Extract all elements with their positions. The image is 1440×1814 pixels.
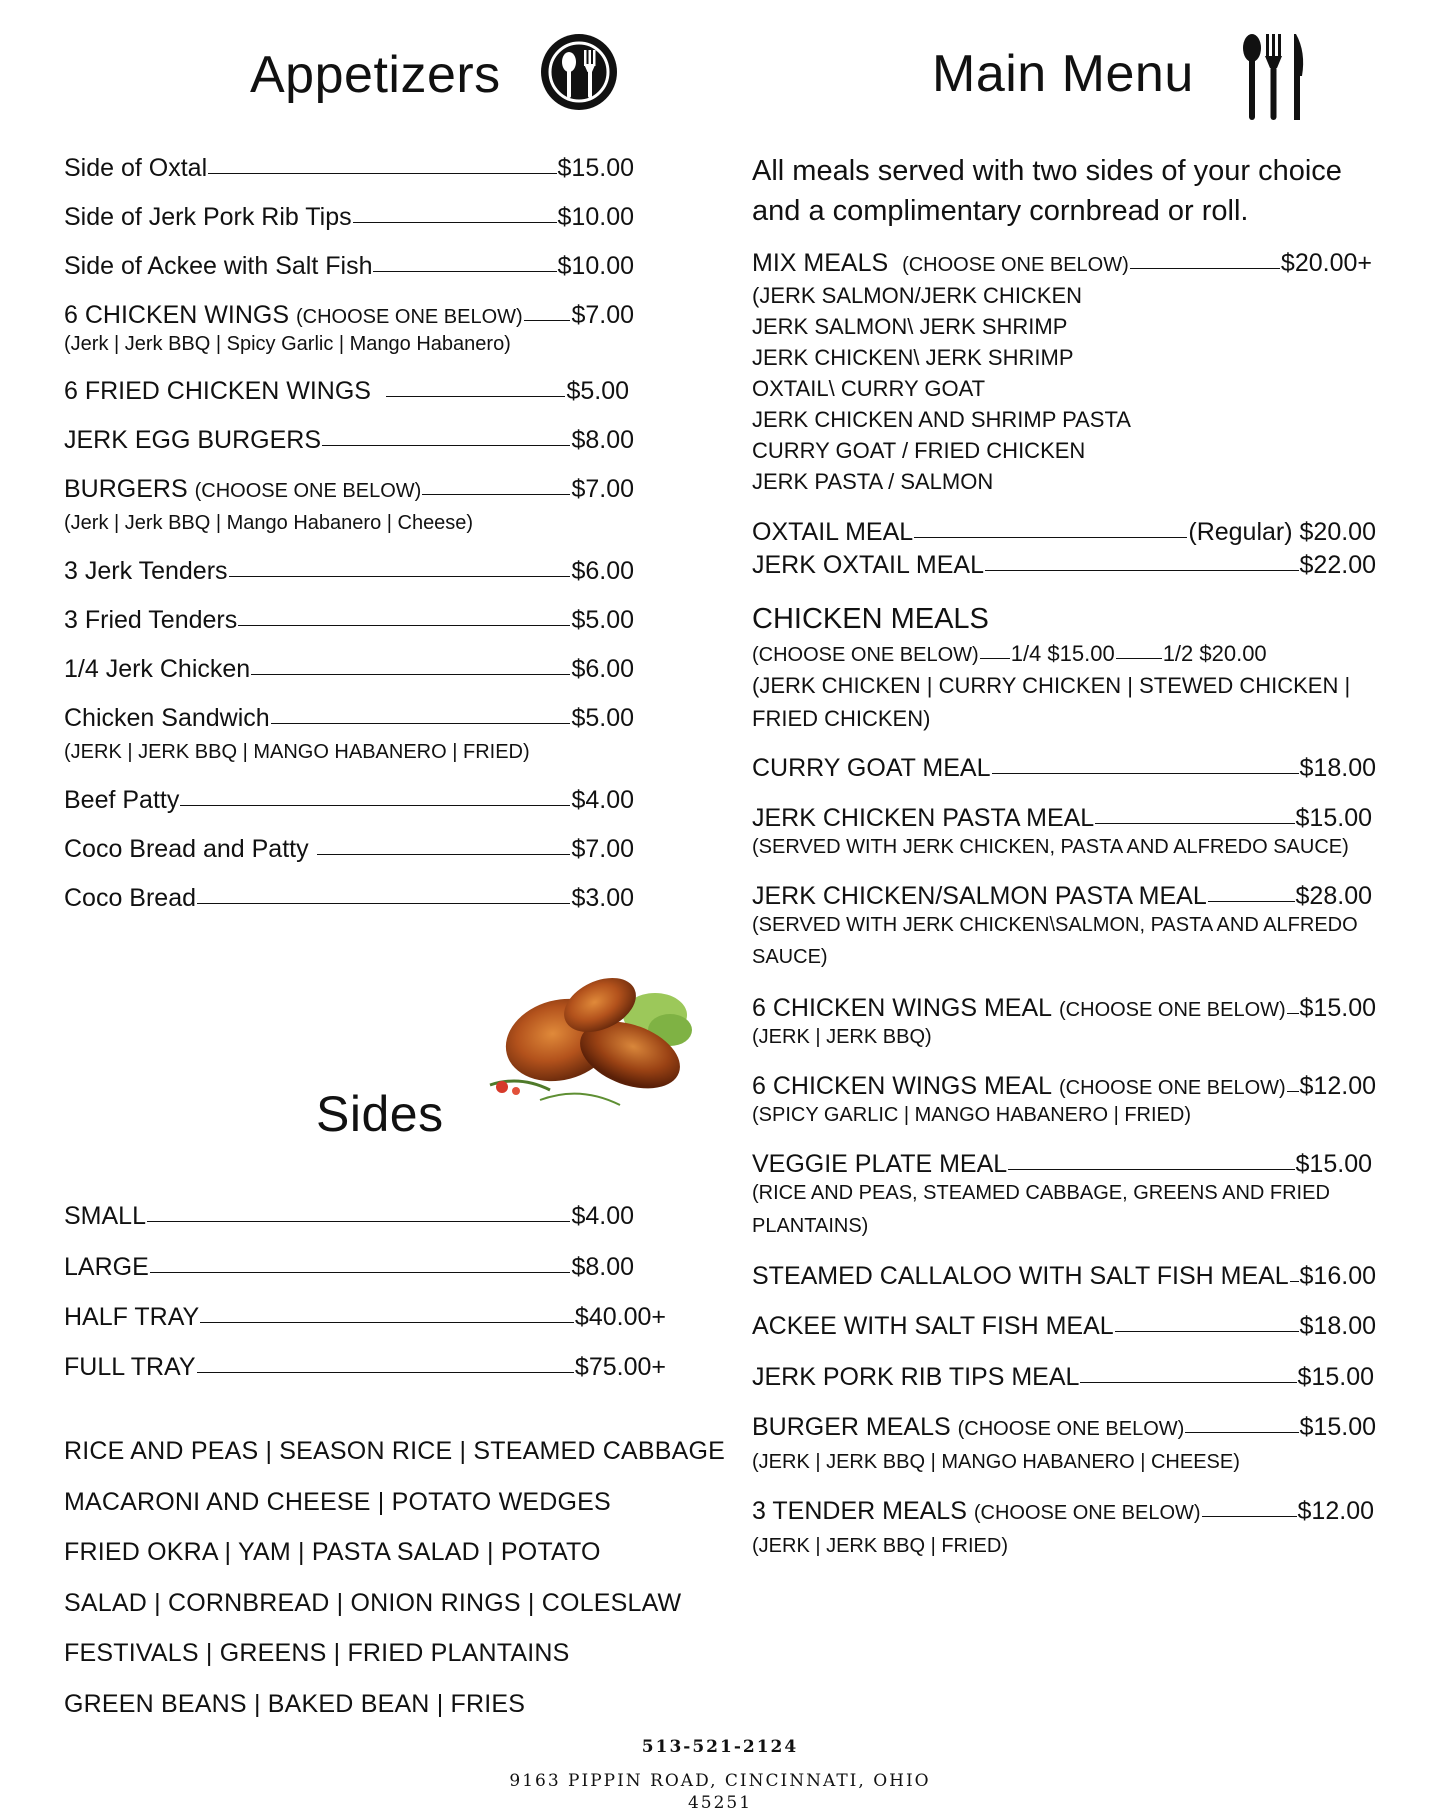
- item-name: Chicken Sandwich: [64, 704, 270, 732]
- leader-line: [1008, 1169, 1294, 1170]
- item-note: (JERK | JERK BBQ | MANGO HABANERO | CHEESE): [752, 1451, 1240, 1473]
- menu-row: [64, 154, 634, 183]
- menu-row: [64, 1253, 634, 1282]
- menu-row: [64, 606, 634, 635]
- sides-choice-line: FRIED OKRA | YAM | PASTA SALAD | POTATO: [64, 1538, 601, 1566]
- sides-choice-line: RICE AND PEAS | SEASON RICE | STEAMED CABBAGE: [64, 1437, 726, 1465]
- item-price: (Regular) $20.00: [1188, 518, 1376, 546]
- leader-line: [980, 658, 1010, 659]
- item-note: (Jerk | Jerk BBQ | Mango Habanero | Cheese): [64, 512, 474, 534]
- leader-line: [1202, 1516, 1297, 1517]
- item-name: Side of Ackee with Salt Fish: [64, 252, 373, 280]
- meals-intro-line: All meals served with two sides of your choice: [752, 155, 1342, 187]
- mix-option: CURRY GOAT / FRIED CHICKEN: [752, 438, 1086, 463]
- item-sub: (CHOOSE ONE BELOW): [1059, 1077, 1286, 1099]
- item-name: HALF TRAY: [64, 1303, 200, 1331]
- item-price: $28.00: [1295, 882, 1372, 910]
- menu-row: [752, 994, 1376, 1023]
- item-name: Coco Bread: [64, 884, 197, 912]
- item-name: MIX MEALS: [752, 249, 889, 277]
- menu-row: [752, 1497, 1374, 1526]
- item-price: $7.00: [571, 301, 634, 329]
- mix-option: JERK PASTA / SALMON: [752, 469, 994, 494]
- item-price: $40.00+: [574, 1303, 666, 1331]
- item-note: PLANTAINS): [752, 1215, 869, 1237]
- item-name: VEGGIE PLATE MEAL: [752, 1150, 1008, 1178]
- item-name: JERK CHICKEN PASTA MEAL: [752, 804, 1095, 832]
- item-sub: (CHOOSE ONE BELOW): [1059, 999, 1286, 1021]
- menu-row: [64, 655, 634, 684]
- menu-row: [64, 377, 629, 406]
- item-price: $15.00: [1299, 994, 1376, 1022]
- phone-number: 513-521-2124: [641, 1737, 799, 1757]
- menu-row: [752, 1312, 1376, 1341]
- leader-line: [1130, 268, 1280, 269]
- item-price: $4.00: [571, 1202, 634, 1230]
- item-name: Side of Jerk Pork Rib Tips: [64, 203, 352, 231]
- main-menu-heading: [932, 26, 1310, 122]
- item-name: JERK EGG BURGERS: [64, 426, 321, 454]
- menu-row: [752, 882, 1372, 911]
- item-name: JERK OXTAIL MEAL: [752, 551, 985, 579]
- item-name: OXTAIL MEAL: [752, 518, 914, 546]
- item-price: $15.00: [1295, 804, 1372, 832]
- item-name: 1/4 Jerk Chicken: [64, 655, 251, 683]
- menu-row: [752, 1413, 1376, 1442]
- menu-row: [752, 1262, 1376, 1291]
- item-name: FULL TRAY: [64, 1353, 196, 1381]
- item-note: (Jerk | Jerk BBQ | Spicy Garlic | Mango Habanero): [64, 333, 511, 355]
- leader-line: [197, 1372, 574, 1373]
- item-name: 3 TENDER MEALS: [752, 1497, 967, 1525]
- item-name: Side of Oxtal: [64, 154, 208, 182]
- leader-line: [229, 576, 571, 577]
- leader-line: [422, 494, 570, 495]
- item-name: BURGER MEALS: [752, 1413, 951, 1441]
- menu-row: [64, 203, 634, 232]
- item-price: $18.00: [1299, 754, 1376, 782]
- menu-row: [64, 1353, 666, 1382]
- leader-line: [1080, 1382, 1296, 1383]
- sides-choice-line: GREEN BEANS | BAKED BEAN | FRIES: [64, 1690, 526, 1718]
- leader-line: [197, 903, 570, 904]
- mix-option: JERK CHICKEN AND SHRIMP PASTA: [752, 407, 1131, 432]
- leader-line: [1290, 1281, 1299, 1282]
- item-price: $10.00: [557, 252, 634, 280]
- menu-row: [64, 252, 634, 281]
- leader-line: [992, 773, 1299, 774]
- leader-line: [1095, 823, 1294, 824]
- item-name: 6 CHICKEN WINGS: [64, 301, 290, 329]
- leader-line: [147, 1221, 570, 1222]
- item-price: $6.00: [571, 557, 634, 585]
- item-price: $4.00: [571, 786, 634, 814]
- menu-row: [64, 301, 634, 330]
- item-price: $3.00: [571, 884, 634, 912]
- item-price: $15.00: [1295, 1150, 1372, 1178]
- leader-line: [180, 805, 570, 806]
- leader-line: [373, 271, 556, 272]
- item-name: 3 Jerk Tenders: [64, 557, 228, 585]
- item-note: SAUCE): [752, 946, 828, 968]
- menu-row: [752, 249, 1372, 278]
- item-price: $6.00: [571, 655, 634, 683]
- item-name: JERK CHICKEN/SALMON PASTA MEAL: [752, 882, 1207, 910]
- mix-option: OXTAIL\ CURRY GOAT: [752, 376, 986, 401]
- leader-line: [353, 222, 557, 223]
- item-note: (SERVED WITH JERK CHICKEN, PASTA AND ALFREDO SAUCE): [752, 836, 1349, 858]
- half-price: 1/2 $20.00: [1162, 641, 1267, 666]
- leader-line: [238, 625, 570, 626]
- item-price: $8.00: [571, 426, 634, 454]
- menu-row: [64, 557, 634, 586]
- leader-line: [251, 674, 570, 675]
- leader-line: [150, 1272, 571, 1273]
- menu-row: [64, 475, 634, 504]
- item-name: LARGE: [64, 1253, 149, 1281]
- quarter-price: 1/4 $15.00: [1010, 641, 1115, 666]
- leader-line: [317, 854, 571, 855]
- item-price: $22.00: [1299, 551, 1376, 579]
- item-note: (JERK | JERK BBQ | MANGO HABANERO | FRIED): [64, 741, 530, 763]
- leader-line: [1185, 1432, 1298, 1433]
- item-price: $10.00: [557, 203, 634, 231]
- chicken-meals-title: CHICKEN MEALS: [752, 603, 989, 635]
- menu-row: [64, 1303, 666, 1332]
- appetizers-heading: [250, 38, 619, 112]
- menu-row: [752, 754, 1376, 783]
- menu-row: [752, 518, 1376, 547]
- menu-row: [752, 551, 1376, 580]
- item-name: 3 Fried Tenders: [64, 606, 238, 634]
- menu-row: [752, 1072, 1376, 1101]
- leader-line: [200, 1322, 574, 1323]
- item-price: $75.00+: [574, 1353, 666, 1381]
- leader-line: [914, 537, 1187, 538]
- plate-cutlery-icon: [539, 32, 619, 112]
- item-name: STEAMED CALLALOO WITH SALT FISH MEAL: [752, 1262, 1289, 1290]
- menu-row: [64, 835, 634, 864]
- leader-line: [1287, 1013, 1299, 1014]
- menu-row: [752, 1363, 1374, 1392]
- leader-line: [386, 396, 566, 397]
- item-note: (JERK | JERK BBQ | FRIED): [752, 1535, 1008, 1557]
- item-name: Coco Bread and Patty: [64, 835, 309, 863]
- item-name: BURGERS: [64, 475, 188, 503]
- item-note: (RICE AND PEAS, STEAMED CABBAGE, GREENS AND FRIED: [752, 1182, 1330, 1204]
- mix-option: JERK CHICKEN\ JERK SHRIMP: [752, 345, 1074, 370]
- leader-line: [1287, 1091, 1299, 1092]
- menu-row: [64, 884, 634, 913]
- chicken-sizes-row: [752, 641, 1267, 667]
- mix-option: (JERK SALMON/JERK CHICKEN: [752, 283, 1083, 308]
- item-note: (JERK | JERK BBQ): [752, 1026, 932, 1048]
- item-price: $15.00: [1297, 1363, 1374, 1391]
- menu-row: [752, 1150, 1372, 1179]
- item-price: $5.00: [571, 704, 634, 732]
- address: 9163 PIPPIN ROAD, CINCINNATI, OHIO 45251: [509, 1771, 931, 1813]
- sides-title: Sides: [316, 1086, 444, 1142]
- leader-line: [271, 723, 571, 724]
- item-price: $7.00: [571, 475, 634, 503]
- menu-row: [64, 1202, 634, 1231]
- item-price: $12.00: [1297, 1497, 1374, 1525]
- sides-choice-line: FESTIVALS | GREENS | FRIED PLANTAINS: [64, 1639, 570, 1667]
- item-name: Beef Patty: [64, 786, 180, 814]
- leader-line: [985, 570, 1299, 571]
- item-name: CURRY GOAT MEAL: [752, 754, 991, 782]
- item-sub: (CHOOSE ONE BELOW): [973, 1502, 1201, 1524]
- item-name: ACKEE WITH SALT FISH MEAL: [752, 1312, 1114, 1340]
- leader-line: [524, 320, 571, 321]
- item-price: $15.00: [557, 154, 634, 182]
- item-note: (SPICY GARLIC | MANGO HABANERO | FRIED): [752, 1104, 1191, 1126]
- meals-intro-line: and a complimentary cornbread or roll.: [752, 195, 1249, 227]
- leader-line: [1115, 1331, 1299, 1332]
- item-price: $16.00: [1299, 1262, 1376, 1290]
- item-price: $8.00: [571, 1253, 634, 1281]
- menu-row: [64, 786, 634, 815]
- item-sub: (CHOOSE ONE BELOW): [194, 480, 422, 502]
- sides-choice-line: MACARONI AND CHEESE | POTATO WEDGES: [64, 1488, 611, 1516]
- item-name: JERK PORK RIB TIPS MEAL: [752, 1363, 1080, 1391]
- utensils-icon: [1240, 32, 1310, 122]
- leader-line: [1116, 658, 1162, 659]
- menu-row: [64, 704, 634, 733]
- item-price: $20.00+: [1280, 249, 1372, 277]
- item-price: $15.00: [1299, 1413, 1376, 1441]
- item-sub: (CHOOSE ONE BELOW): [957, 1418, 1185, 1440]
- menu-row: [752, 804, 1372, 833]
- item-sub: (CHOOSE ONE BELOW): [752, 644, 979, 666]
- leader-line: [1208, 901, 1295, 902]
- item-price: $5.00: [571, 606, 634, 634]
- item-name: 6 CHICKEN WINGS MEAL: [752, 994, 1053, 1022]
- item-price: $7.00: [571, 835, 634, 863]
- menu-row: [64, 426, 634, 455]
- appetizers-title: Appetizers: [250, 46, 501, 104]
- item-sub: (CHOOSE ONE BELOW): [902, 254, 1129, 276]
- leader-line: [322, 445, 570, 446]
- mix-option: JERK SALMON\ JERK SHRIMP: [752, 314, 1068, 339]
- main-menu-title: Main Menu: [932, 45, 1194, 103]
- sides-choice-line: SALAD | CORNBREAD | ONION RINGS | COLESLAW: [64, 1589, 682, 1617]
- item-name: SMALL: [64, 1202, 146, 1230]
- item-price: $12.00: [1299, 1072, 1376, 1100]
- item-price: $5.00: [566, 377, 629, 405]
- item-price: $18.00: [1299, 1312, 1376, 1340]
- item-note: FRIED CHICKEN): [752, 706, 931, 731]
- item-note: (JERK CHICKEN | CURRY CHICKEN | STEWED CHICKEN |: [752, 673, 1351, 698]
- chicken-drumsticks-image: [480, 965, 710, 1115]
- item-name: 6 FRIED CHICKEN WINGS: [64, 377, 371, 405]
- item-name: 6 CHICKEN WINGS MEAL: [752, 1072, 1053, 1100]
- item-note: (SERVED WITH JERK CHICKEN\SALMON, PASTA AND ALFREDO: [752, 914, 1358, 936]
- item-sub: (CHOOSE ONE BELOW): [295, 306, 523, 328]
- leader-line: [208, 173, 556, 174]
